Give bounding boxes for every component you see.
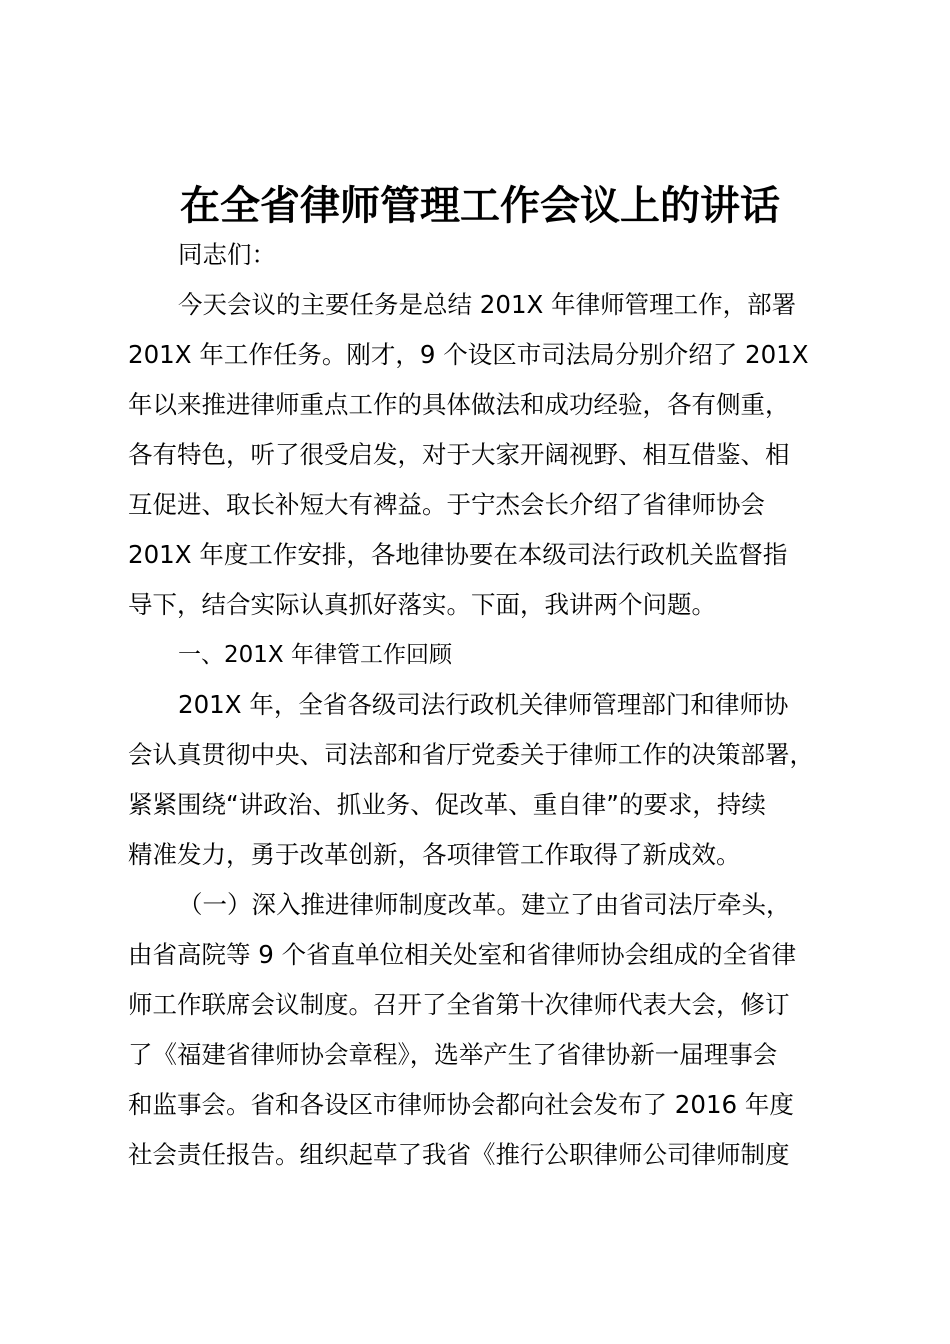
- paragraph-line: 各有特色，听了很受启发，对于大家开阔视野、相互借鉴、相: [128, 440, 790, 469]
- paragraph-line: 今天会议的主要任务是总结 201X 年律师管理工作，部署: [178, 290, 797, 319]
- paragraph-line: 年以来推进律师重点工作的具体做法和成功经验，各有侧重，: [128, 390, 790, 419]
- paragraph-line: 精准发力，勇于改革创新，各项律管工作取得了新成效。: [128, 840, 741, 869]
- paragraph-line: 由省高院等 9 个省直单位相关处室和省律师协会组成的全省律: [128, 940, 797, 969]
- paragraph-line: 社会责任报告。组织起草了我省《推行公职律师公司律师制度: [128, 1140, 790, 1169]
- document-title: 在全省律师管理工作会议上的讲话: [180, 183, 780, 229]
- paragraph-line: 201X 年度工作安排，各地律协要在本级司法行政机关监督指: [128, 540, 788, 569]
- paragraph-line: 紧紧围绕“讲政治、抓业务、促改革、重自律”的要求，持续: [128, 790, 766, 819]
- paragraph-line: 导下，结合实际认真抓好落实。下面，我讲两个问题。: [128, 590, 716, 619]
- paragraph-line: 师工作联席会议制度。召开了全省第十次律师代表大会，修订: [128, 990, 790, 1019]
- paragraph-line: 和监事会。省和各设区市律师协会都向社会发布了 2016 年度: [128, 1090, 794, 1119]
- salutation: 同志们：: [178, 240, 276, 269]
- paragraph-line: 201X 年，全省各级司法行政机关律师管理部门和律师协: [178, 690, 789, 719]
- paragraph-line: 201X 年工作任务。刚才，9 个设区市司法局分别介绍了 201X: [128, 340, 809, 369]
- paragraph-line: 互促进、取长补短大有裨益。于宁杰会长介绍了省律师协会: [128, 490, 765, 519]
- paragraph-line: 了《福建省律师协会章程》，选举产生了省律协新一届理事会: [128, 1040, 778, 1069]
- section-heading: 一、201X 年律管工作回顾: [178, 642, 452, 668]
- paragraph-line: （一）深入推进律师制度改革。建立了由省司法厅牵头，: [178, 890, 791, 919]
- paragraph-line: 会认真贯彻中央、司法部和省厅党委关于律师工作的决策部署，: [128, 740, 814, 769]
